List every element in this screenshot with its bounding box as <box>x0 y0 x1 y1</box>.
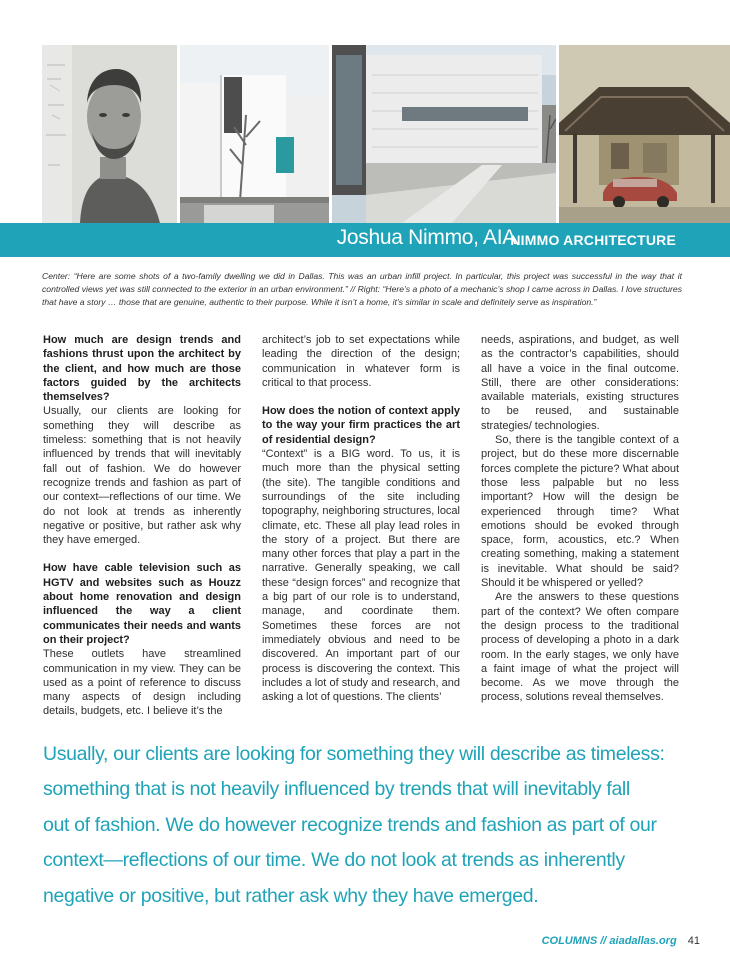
firm-name: NIMMO ARCHITECTURE <box>510 232 676 248</box>
page-footer <box>542 935 700 947</box>
pull-quote-line: something that is not heavily influenced by trends that will inevitably fall <box>43 778 630 801</box>
pull-quote-line: out of fashion. We do however recognize trends and fashion as part of our <box>43 813 657 836</box>
footer-separator: // <box>600 935 607 947</box>
answer-2-continued: architect’s job to set expectations while leading the direction of the design; communication in whatever form is critical to that process. <box>262 334 460 389</box>
article-column-1 <box>43 333 241 719</box>
modern-house-photo <box>332 45 556 223</box>
name-banner <box>0 223 730 257</box>
question-2: How have cable television such as HGTV and websites such as Houzz about home renovation and design influenced the way a client communicates their needs and wants on their project? <box>43 562 241 646</box>
photo-strip <box>42 45 730 223</box>
answer-1: Usually, our clients are looking for something they will describe as timeless: something that is not heavily influenced by trends that will inevitably fall out of fashion. We do however recognize trends and fashion as part of our context—reflections of our time. We do not look at trends as inherently negative or positive, but rather ask why they have emerged. <box>43 405 241 547</box>
question-1: How much are design trends and fashions thrust upon the architect by the client, and how much are those factors guided by the architects themselves? <box>43 334 241 404</box>
pull-quote <box>43 737 693 914</box>
page-number: 41 <box>687 935 700 947</box>
pull-quote-line: Usually, our clients are looking for something they will describe as timeless: <box>43 743 665 765</box>
mechanic-shop-photo <box>559 45 730 223</box>
pull-quote-line: negative or positive, but rather ask why they have emerged. <box>43 884 539 907</box>
section-name: COLUMNS <box>541 935 598 947</box>
photo-caption: Center: “Here are some shots of a two-family dwelling we did in Dallas. This was an urban infill project. In particular, this project was successful in the way that it controlled views yet was still connected to the exterior in an urban environment.” // Right: “Here’s a photo of a mechanic’s shop I came across in Dallas. I love structures that have a story … those that are genuine, authentic to their purpose. While it isn’t a home, it’s similar in scale and definitely serve as inspiration.” <box>42 271 682 307</box>
answer-2: These outlets have streamlined communication in my view. They can be used as a point of reference to discuss many aspects of design including details, budgets, etc. I believe it’s the <box>43 648 241 718</box>
pull-quote-line: context—reflections of our time. We do not look at trends as inherently <box>43 849 625 872</box>
question-3: How does the notion of context apply to the way your firm practices the art of residential design? <box>262 405 460 446</box>
article-column-2 <box>262 333 460 704</box>
house-photo <box>180 45 329 223</box>
portrait-photo <box>42 45 177 223</box>
architect-name: Joshua Nimmo, AIA <box>336 226 516 249</box>
article-column-3 <box>481 333 679 705</box>
paragraph-darkroom: Are the answers to these questions part of the context? We often compare the design process to the traditional process of developing a photo in a dark room. In the early stages, we only have a faint image of what the project will become. As we move through the process, solutions reveal themselves. <box>481 591 679 704</box>
paragraph-context: So, there is the tangible context of a project, but do these more discernable forces complete the picture? What about those less palpable but no less important? How will the design be experienced through time? What emotions should be evoked through space, form, acoustics, etc.? When creating something, making a statement is inevitable. What should be said? Should it be whispered or yelled? <box>481 434 679 590</box>
website-link[interactable]: aiadallas.org <box>609 935 677 947</box>
answer-3-continued: needs, aspirations, and budget, as well as the contractor’s capabilities, should all have a voice in the final outcome. Still, there are other considerations: available materials, existing structures to be reused, and sustainable strategies/ technologies. <box>481 334 679 432</box>
answer-3: “Context” is a BIG word. To us, it is much more than the physical setting (the site). The tangible conditions and surroundings of the site including topography, neighboring structures, local climate, etc. These all play lead roles in the story of a project. But there are many other forces that play a part in the narrative. Generally speaking, we call these “design forces” and recognize that a big part of our role is to understand, manage, and coordinate them. Sometimes these forces are not immediately obvious and need to be discovered. An important part of our process is discovering the context. This includes a lot of study and research, and asking a lot of questions. The clients’ <box>262 448 460 704</box>
